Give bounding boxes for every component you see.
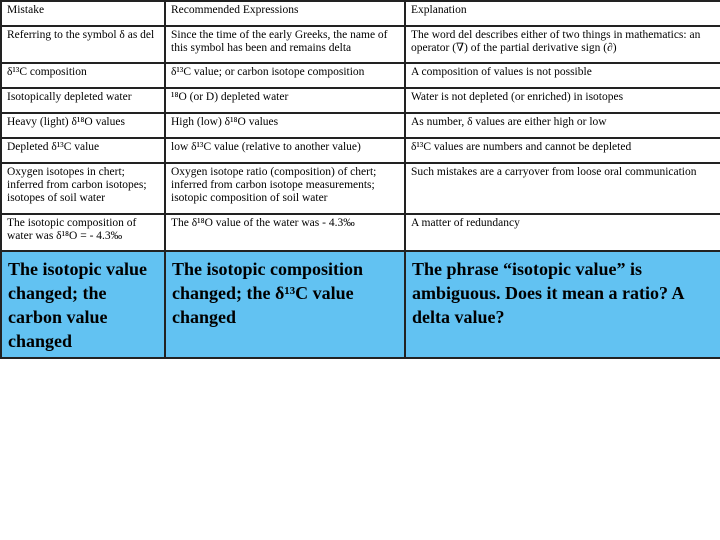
table-row (1, 63, 720, 88)
header-recommended-expressions: Recommended Expressions (165, 1, 405, 26)
cell-explanation: Water is not depleted (or enriched) in isotopes (405, 88, 720, 113)
table-row (1, 88, 720, 113)
highlighted-table-row (1, 251, 720, 358)
table-header-row (1, 1, 720, 26)
cell-recommended: High (low) δ¹⁸O values (165, 113, 405, 138)
cell-mistake: Depleted δ¹³C value (1, 138, 165, 163)
cell-recommended: ¹⁸O (or D) depleted water (165, 88, 405, 113)
table-row (1, 113, 720, 138)
cell-mistake: Oxygen isotopes in chert; inferred from carbon isotopes; isotopes of soil water (1, 163, 165, 214)
cell-mistake: δ¹³C composition (1, 63, 165, 88)
cell-mistake: Referring to the symbol δ as del (1, 26, 165, 63)
cell-mistake: The isotopic composition of water was δ¹⁸O = - 4.3‰ (1, 214, 165, 251)
cell-mistake-highlighted: The isotopic value changed; the carbon value changed (1, 251, 165, 358)
cell-mistake: Heavy (light) δ¹⁸O values (1, 113, 165, 138)
cell-explanation: δ¹³C values are numbers and cannot be depleted (405, 138, 720, 163)
table-row (1, 138, 720, 163)
header-explanation: Explanation (405, 1, 720, 26)
cell-recommended-highlighted: The isotopic composition changed; the δ¹³C value changed (165, 251, 405, 358)
cell-recommended: low δ¹³C value (relative to another value) (165, 138, 405, 163)
cell-recommended: The δ¹⁸O value of the water was - 4.3‰ (165, 214, 405, 251)
cell-explanation: A matter of redundancy (405, 214, 720, 251)
cell-recommended: Oxygen isotope ratio (composition) of chert; inferred from carbon isotope measurements; isotopic composition of soil water (165, 163, 405, 214)
cell-explanation: The word del describes either of two things in mathematics: an operator (∇) of the partial derivative sign (∂) (405, 26, 720, 63)
cell-recommended: Since the time of the early Greeks, the name of this symbol has been and remains delta (165, 26, 405, 63)
table-row (1, 26, 720, 63)
cell-explanation: Such mistakes are a carryover from loose oral communication (405, 163, 720, 214)
header-mistake: Mistake (1, 1, 165, 26)
cell-mistake: Isotopically depleted water (1, 88, 165, 113)
cell-recommended: δ¹³C value; or carbon isotope composition (165, 63, 405, 88)
cell-explanation: As number, δ values are either high or low (405, 113, 720, 138)
table-row (1, 214, 720, 251)
cell-explanation-highlighted: The phrase “isotopic value” is ambiguous. Does it mean a ratio? A delta value? (405, 251, 720, 358)
table-row (1, 163, 720, 214)
cell-explanation: A composition of values is not possible (405, 63, 720, 88)
